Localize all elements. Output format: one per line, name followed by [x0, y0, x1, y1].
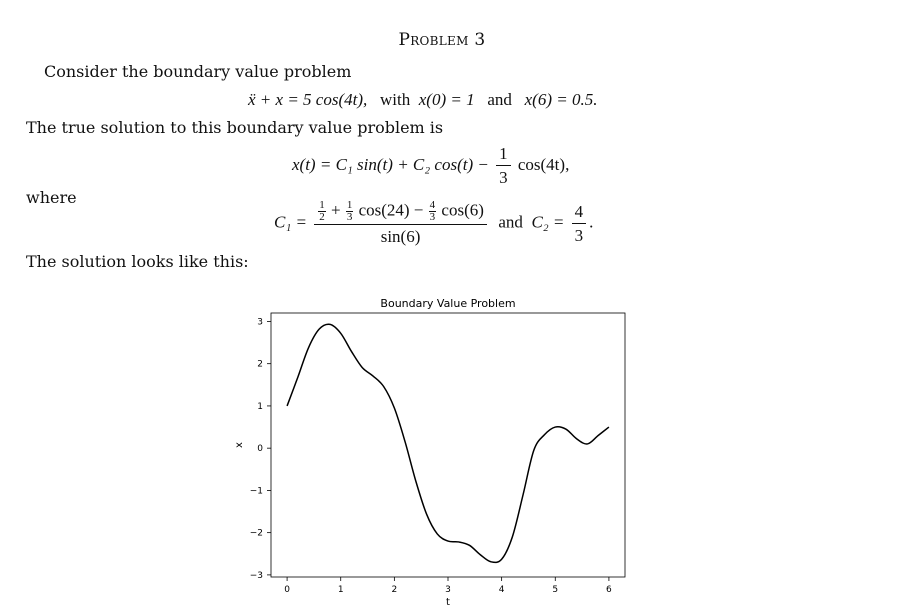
solution-lhs: x(t) = C₁ sin(t) + C₂ cos(t) − [292, 154, 489, 174]
intro-text: Consider the boundary value problem [44, 62, 352, 81]
true-solution-text: The true solution to this boundary value problem is [26, 118, 444, 137]
x-tick-label: 5 [552, 585, 559, 595]
problem-title: Problem 3 [398, 30, 486, 50]
c2-period: . [589, 212, 594, 232]
x-tick-label: 4 [498, 585, 505, 595]
with-word: with [380, 90, 411, 109]
solution-curve [287, 324, 609, 562]
solution-chart [222, 290, 642, 610]
and-word: and [487, 90, 512, 109]
third-fraction: $\frac{1}{3}$ [346, 199, 353, 223]
bc-end: x(6) = 0.5. [524, 90, 598, 109]
y-axis-ticks [250, 317, 271, 580]
solution-rhs: cos(4t), [517, 154, 570, 174]
x-tick-label: 3 [445, 585, 451, 595]
c2-fraction: $\frac{4}{3}$ [572, 202, 587, 246]
x-tick-label: 6 [606, 585, 612, 595]
bc-start: x(0) = 1 [418, 90, 475, 109]
looks-like-text: The solution looks like this: [26, 252, 249, 271]
y-axis-label: x [234, 442, 245, 448]
plot-frame [271, 313, 625, 577]
c1-fraction: $\frac{1}{2}$ + $\frac{1}{3}$ cos(24) − $\frac{4}{3}$ cos(6) sin(6) [314, 200, 487, 247]
x-axis-label: t [446, 597, 450, 608]
constants-equation [274, 200, 593, 247]
and-word-2: and [498, 212, 523, 232]
ode-lhs: ẍ + x = 5 cos(4t), [248, 90, 368, 109]
chart-title: Boundary Value Problem [380, 297, 516, 310]
y-tick-label: −3 [249, 570, 263, 581]
y-tick-label: 1 [257, 401, 263, 412]
x-axis-ticks [284, 577, 612, 595]
x-tick-label: 0 [284, 585, 290, 595]
y-tick-label: 0 [257, 444, 263, 455]
four-thirds-fraction: $\frac{4}{3}$ [429, 199, 436, 223]
x-tick-label: 1 [337, 585, 344, 595]
solution-equation [292, 144, 569, 188]
c2-lhs: C₂ = [531, 212, 565, 232]
bvp-equation [248, 90, 597, 110]
y-tick-label: −2 [249, 528, 263, 539]
c1-lhs: C₁ = [274, 212, 307, 232]
y-tick-label: 3 [257, 317, 263, 328]
where-text: where [26, 188, 77, 207]
half-fraction: $\frac{1}{2}$ [319, 199, 325, 223]
x-tick-label: 2 [391, 585, 398, 595]
y-tick-label: 2 [257, 359, 263, 370]
one-third-fraction: $\frac{1}{3}$ [496, 144, 511, 188]
y-tick-label: −1 [249, 486, 263, 497]
